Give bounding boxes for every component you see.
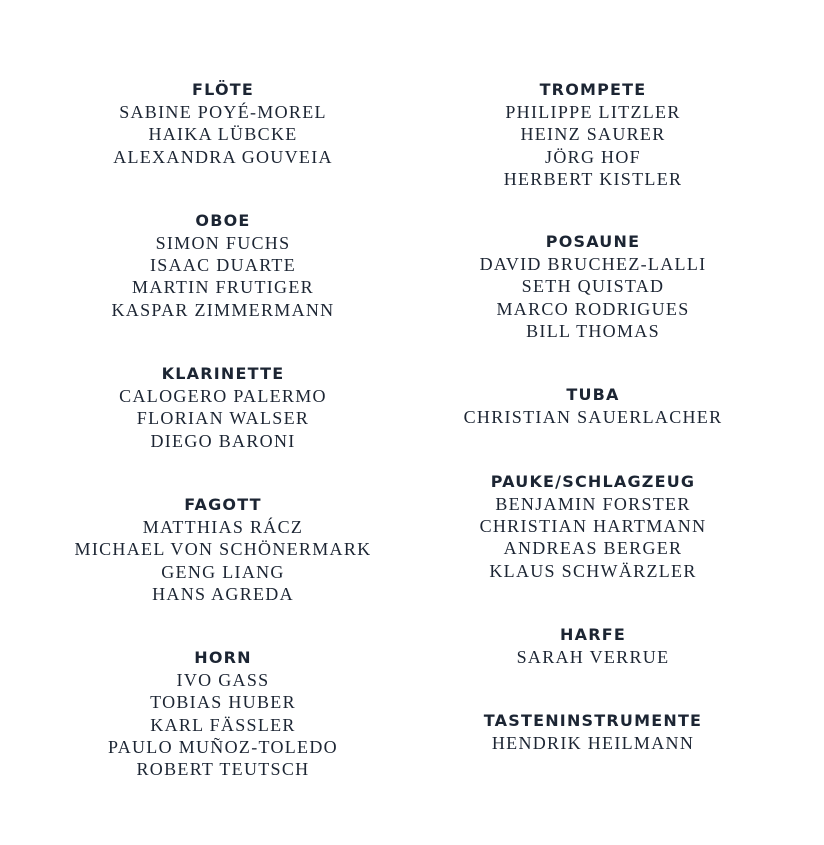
member-name: SIMON FUCHS <box>155 232 291 253</box>
member-name: SARAH VERRUE <box>516 646 670 667</box>
section-pauke-schlagzeug <box>393 471 793 582</box>
section-title: FAGOTT <box>184 494 262 514</box>
member-name: CHRISTIAN HARTMANN <box>479 515 707 536</box>
section-tuba <box>393 384 793 428</box>
member-name: CHRISTIAN SAUERLACHER <box>463 407 723 428</box>
member-name: ALEXANDRA GOUVEIA <box>113 146 333 167</box>
member-name: ANDREAS BERGER <box>503 538 683 559</box>
section-fagott <box>23 494 423 605</box>
member-name: MICHAEL VON SCHÖNERMARK <box>74 539 372 560</box>
member-name: HENDRIK HEILMANN <box>491 733 695 754</box>
section-horn <box>23 647 423 780</box>
section-title: HARFE <box>560 624 626 644</box>
member-name: MARTIN FRUTIGER <box>132 277 314 298</box>
section-title: TUBA <box>566 385 620 405</box>
member-name: FLORIAN WALSER <box>136 408 310 429</box>
member-name: ROBERT TEUTSCH <box>136 759 310 780</box>
right-column <box>393 79 793 754</box>
member-name: BILL THOMAS <box>526 321 660 342</box>
member-name: TOBIAS HUBER <box>150 692 296 713</box>
member-name: HERBERT KISTLER <box>503 168 683 189</box>
section-trompete <box>393 79 793 190</box>
member-name: DIEGO BARONI <box>150 430 296 451</box>
member-name: PHILIPPE LITZLER <box>505 102 681 122</box>
section-floete <box>23 79 423 168</box>
member-name: GENG LIANG <box>161 561 285 582</box>
member-name: DAVID BRUCHEZ-LALLI <box>479 254 707 275</box>
member-name: PAULO MUÑOZ-TOLEDO <box>108 737 338 758</box>
section-posaune <box>393 231 793 342</box>
section-tasteninstrumente <box>393 710 793 754</box>
member-name: MARCO RODRIGUES <box>496 298 690 319</box>
section-title: FLÖTE <box>192 80 254 99</box>
section-title: HORN <box>194 648 252 668</box>
member-name: HEINZ SAURER <box>520 124 666 145</box>
left-column <box>23 79 423 781</box>
member-name: KASPAR ZIMMERMANN <box>111 299 335 320</box>
member-name: MATTHIAS RÁCZ <box>142 516 304 537</box>
member-name: KARL FÄSSLER <box>150 714 296 735</box>
member-name: BENJAMIN FORSTER <box>495 493 691 514</box>
section-title: TASTENINSTRUMENTE <box>483 711 703 731</box>
member-name: HANS AGREDA <box>152 583 294 604</box>
member-name: SETH QUISTAD <box>521 276 665 297</box>
member-name: HAIKA LÜBCKE <box>148 124 298 145</box>
section-title: POSAUNE <box>545 232 641 252</box>
section-title: TROMPETE <box>539 80 647 99</box>
member-name: CALOGERO PALERMO <box>119 386 327 407</box>
member-name: KLAUS SCHWÄRZLER <box>489 560 697 581</box>
member-name: SABINE POYÉ-MOREL <box>119 102 327 122</box>
section-oboe <box>23 210 423 321</box>
section-title: PAUKE/SCHLAGZEUG <box>490 471 696 491</box>
section-harfe <box>393 624 793 668</box>
member-name: ISAAC DUARTE <box>149 255 297 276</box>
section-klarinette <box>23 363 423 452</box>
section-title: OBOE <box>195 210 251 230</box>
section-title: KLARINETTE <box>161 364 285 384</box>
member-name: IVO GASS <box>176 670 270 691</box>
member-name: JÖRG HOF <box>545 146 641 167</box>
